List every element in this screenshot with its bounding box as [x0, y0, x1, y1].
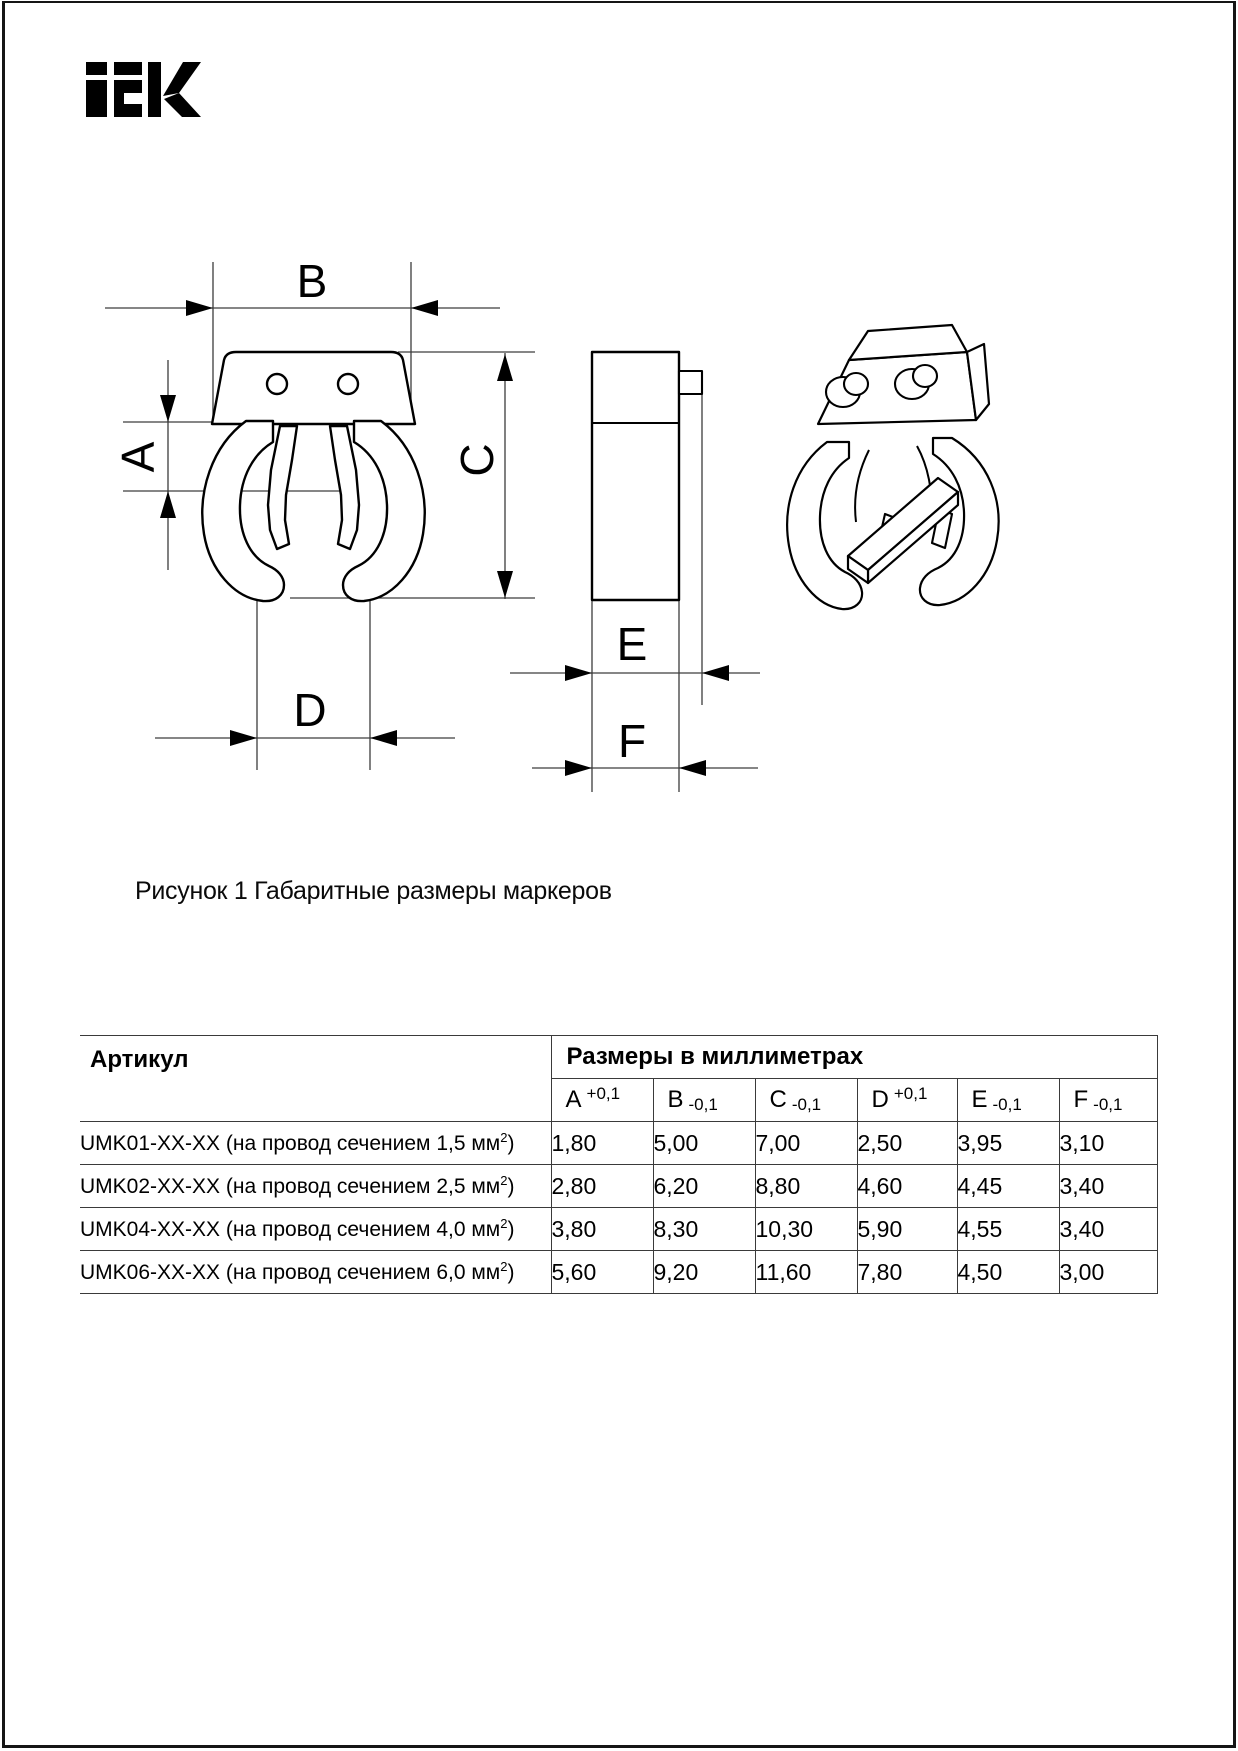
isometric-view-marker [787, 325, 998, 609]
value-cell: 2,80 [551, 1165, 653, 1208]
column-header-article: Артикул [80, 1036, 551, 1122]
table-row-umk02 [80, 1165, 1157, 1208]
value-cell: 8,30 [653, 1208, 755, 1251]
tolerance: -0,1 [1093, 1095, 1123, 1114]
iek-logo [86, 62, 201, 117]
dim-letter: C [769, 1086, 787, 1113]
value-cell: 5,00 [653, 1122, 755, 1165]
dim-label-b: B [296, 255, 328, 307]
side-view-dimension-arrows [565, 665, 729, 776]
article-cell [80, 1208, 551, 1251]
front-view-marker-outline [202, 352, 424, 601]
side-view-marker-outline [592, 352, 702, 600]
value-cell: 4,45 [957, 1165, 1059, 1208]
article-text: UMK06-XX-XX (на провод сечением 6,0 мм [80, 1261, 501, 1284]
dim-letter: D [871, 1086, 889, 1113]
dim-letter: F [1073, 1086, 1089, 1113]
value-cell: 3,40 [1059, 1208, 1157, 1251]
article-text: UMK02-XX-XX (на провод сечением 2,5 мм [80, 1175, 501, 1198]
value-cell: 10,30 [755, 1208, 857, 1251]
superscript-2: 2 [500, 1130, 508, 1145]
superscript-2: 2 [500, 1259, 508, 1274]
value-cell: 4,55 [957, 1208, 1059, 1251]
figure-caption: Рисунок 1 Габаритные размеры маркеров [135, 877, 612, 905]
value-cell: 3,80 [551, 1208, 653, 1251]
value-cell: 11,60 [755, 1251, 857, 1294]
value-cell: 9,20 [653, 1251, 755, 1294]
value-cell: 3,40 [1059, 1165, 1157, 1208]
tolerance: -0,1 [992, 1095, 1022, 1114]
dim-label-e: E [616, 618, 648, 670]
column-group-header-dimensions: Размеры в миллиметрах [551, 1036, 1157, 1079]
column-header-c [755, 1079, 857, 1122]
value-cell: 3,95 [957, 1122, 1059, 1165]
tolerance: -0,1 [688, 1095, 718, 1114]
value-cell: 1,80 [551, 1122, 653, 1165]
article-cell [80, 1251, 551, 1294]
dim-label-f: F [617, 715, 647, 767]
superscript-2: 2 [500, 1216, 508, 1231]
value-cell: 7,00 [755, 1122, 857, 1165]
column-header-e [957, 1079, 1059, 1122]
column-header-a [551, 1079, 653, 1122]
value-cell: 3,00 [1059, 1251, 1157, 1294]
table-row-umk01 [80, 1122, 1157, 1165]
paren: ) [507, 1261, 515, 1284]
dim-letter: E [971, 1086, 988, 1113]
dim-label-a: A [112, 441, 164, 473]
value-cell: 5,90 [857, 1208, 957, 1251]
value-cell: 8,80 [755, 1165, 857, 1208]
marker-hole-right [338, 374, 358, 394]
value-cell: 6,20 [653, 1165, 755, 1208]
value-cell: 3,10 [1059, 1122, 1157, 1165]
dim-letter: B [667, 1086, 684, 1113]
value-cell: 7,80 [857, 1251, 957, 1294]
value-cell: 4,50 [957, 1251, 1059, 1294]
article-cell [80, 1122, 551, 1165]
article-text: UMK01-XX-XX (на провод сечением 1,5 мм [80, 1132, 501, 1155]
value-cell: 5,60 [551, 1251, 653, 1294]
table-row-umk04 [80, 1208, 1157, 1251]
article-cell [80, 1165, 551, 1208]
table-row-umk06 [80, 1251, 1157, 1294]
value-cell: 2,50 [857, 1122, 957, 1165]
column-header-b [653, 1079, 755, 1122]
dimensions-table [80, 1035, 1158, 1294]
tolerance: +0,1 [893, 1084, 928, 1103]
superscript-2: 2 [500, 1173, 508, 1188]
value-cell: 4,60 [857, 1165, 957, 1208]
tolerance: +0,1 [586, 1084, 621, 1103]
marker-hole-left [267, 374, 287, 394]
column-header-d [857, 1079, 957, 1122]
paren: ) [507, 1175, 515, 1198]
paren: ) [507, 1132, 515, 1155]
column-header-f [1059, 1079, 1157, 1122]
table-header-row-1 [80, 1036, 1157, 1079]
article-text: UMK04-XX-XX (на провод сечением 4,0 мм [80, 1218, 501, 1241]
paren: ) [507, 1218, 515, 1241]
dim-letter: A [565, 1086, 582, 1113]
dim-label-d: D [293, 684, 327, 736]
dim-label-c: C [451, 443, 503, 477]
tolerance: -0,1 [791, 1095, 822, 1114]
